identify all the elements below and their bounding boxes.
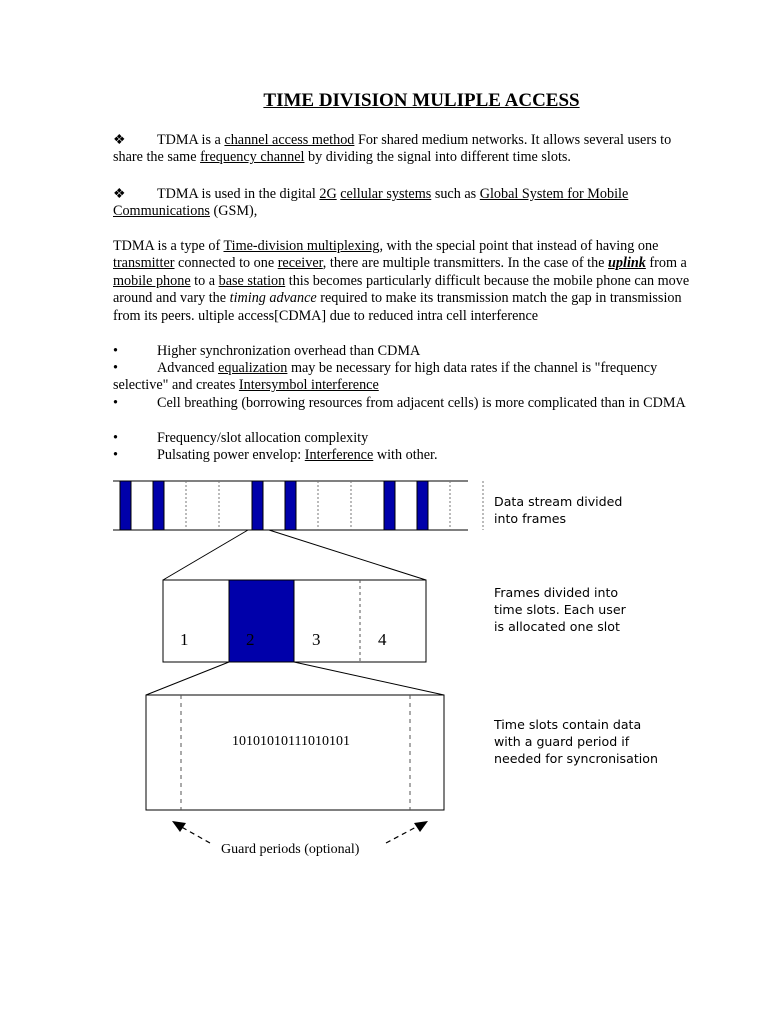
stream-user-slot [252,481,263,530]
link-mobile-phone[interactable]: mobile phone [113,272,191,289]
guard-arrow-left-icon [172,821,210,843]
link-gsm[interactable]: Global System for Mobile Communications [113,186,629,220]
bullet-item-2: • Advanced equalization may be necessary for high data rates if the channel is "frequency selective" and creates Intersymbol interference [113,360,658,394]
link-uplink[interactable]: uplink [608,255,646,272]
stream-user-slot [417,481,428,530]
zoom-line-right [269,530,426,580]
bullet-item-1: • Higher synchronization overhead than CDMA [113,343,421,359]
link-intersymbol-interference[interactable]: Intersymbol interference [238,377,379,394]
stream-user-slot [285,481,296,530]
label-data-stream: Data stream divided into frames [494,494,623,526]
bullet-item-5: • Pulsating power envelop: Interference with other. [113,447,438,463]
paragraph-2: ❖ TDMA is used in the digital 2G cellular systems such as Global System for Mobile Communications (GSM), [113,186,629,220]
link-cellular-systems[interactable]: cellular systems [340,186,432,202]
paragraph-3: TDMA is a type of Time-division multiplexing, with the special point that instead of having one transmitter connected to one receiver, there are multiple transmitters. In the case of the uplink from a mobile phone to a base station this becomes particularly difficult because the mobile phone can move around and vary the timing advance required to make its transmission match the gap in transmission from its peers. ultiple access[CDMA] due to reduced intra cell interference [113,238,690,324]
zoom-line-right-2 [294,662,444,695]
stream-user-slot [120,481,131,530]
link-frequency-channel[interactable]: frequency channel [200,149,305,166]
stream-user-slot [384,481,395,530]
link-transmitter[interactable]: transmitter [113,255,175,272]
label-frames: Frames divided into time slots. Each user is allocated one slot [494,585,626,634]
stream-user-slot [153,481,164,530]
link-receiver[interactable]: receiver [277,255,323,272]
bullet-item-3: • Cell breathing (borrowing resources from adjacent cells) is more complicated than in CDMA [113,395,686,411]
link-equalization[interactable]: equalization [218,360,288,376]
label-time-slots: Time slots contain data with a guard period if needed for syncronisation [494,717,658,766]
timing-advance-text: timing advance [229,290,317,307]
slot-2-highlight [229,580,294,662]
link-2g[interactable]: 2G [319,186,337,202]
diamond-bullet-icon: ❖ [113,186,126,202]
zoom-line-left [163,530,248,580]
link-interference[interactable]: Interference [304,447,374,463]
link-base-station[interactable]: base station [218,272,286,289]
slot-number-4: 4 [378,630,387,649]
slot-detail-box [146,695,444,810]
paragraph-1: ❖ TDMA is a channel access method For shared medium networks. It allows several users to share the same frequency channel by dividing the signal into different time slots. [113,132,672,166]
guard-periods-label: Guard periods (optional) [221,842,360,857]
bullet-dot-icon: • [113,430,118,446]
diamond-bullet-icon: ❖ [113,132,126,148]
link-time-division-multiplexing[interactable]: Time-division multiplexing [223,238,380,254]
bullet-dot-icon: • [113,343,118,359]
data-stream [113,481,483,530]
slot-data-bits: 10101010111010101 [232,734,350,749]
document-title: TIME DIVISION MULIPLE ACCESS [263,90,580,111]
link-channel-access-method[interactable]: channel access method [224,132,355,148]
stream-frames [120,481,483,530]
frame-box [163,580,426,662]
slot-number-2: 2 [246,630,255,649]
bullet-dot-icon: • [113,360,118,376]
bullet-item-4: • Frequency/slot allocation complexity [113,430,369,446]
bullet-dot-icon: • [113,395,118,411]
bullet-dot-icon: • [113,447,118,463]
zoom-line-left-2 [146,662,229,695]
slot-number-1: 1 [180,630,189,649]
guard-arrow-right-icon [386,821,428,843]
slot-number-3: 3 [312,630,321,649]
